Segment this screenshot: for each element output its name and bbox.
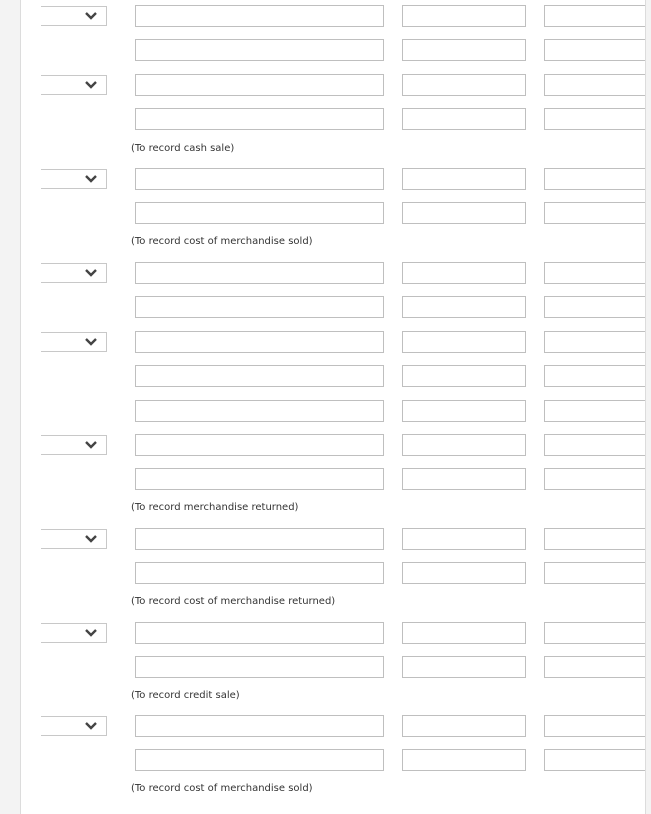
debit-amount-input[interactable] xyxy=(402,749,526,771)
journal-row xyxy=(21,108,645,130)
date-select[interactable] xyxy=(41,716,107,736)
credit-amount-input[interactable] xyxy=(544,39,646,61)
entry-explanation: (To record cost of merchandise sold) xyxy=(131,236,313,247)
credit-amount-input[interactable] xyxy=(544,262,646,284)
account-title-input[interactable] xyxy=(135,331,384,353)
date-select[interactable] xyxy=(41,623,107,643)
account-title-input[interactable] xyxy=(135,108,384,130)
account-title-input[interactable] xyxy=(135,168,384,190)
journal-row xyxy=(21,434,645,456)
date-select[interactable] xyxy=(41,6,107,26)
debit-amount-input[interactable] xyxy=(402,331,526,353)
credit-amount-input[interactable] xyxy=(544,74,646,96)
credit-amount-input[interactable] xyxy=(544,715,646,737)
credit-amount-input[interactable] xyxy=(544,5,646,27)
account-title-input[interactable] xyxy=(135,622,384,644)
debit-amount-input[interactable] xyxy=(402,365,526,387)
chevron-down-icon xyxy=(84,335,98,349)
account-title-input[interactable] xyxy=(135,202,384,224)
debit-amount-input[interactable] xyxy=(402,562,526,584)
debit-amount-input[interactable] xyxy=(402,39,526,61)
entry-explanation: (To record cost of merchandise returned) xyxy=(131,596,336,607)
account-title-input[interactable] xyxy=(135,562,384,584)
journal-row xyxy=(21,202,645,224)
debit-amount-input[interactable] xyxy=(402,74,526,96)
credit-amount-input[interactable] xyxy=(544,108,646,130)
journal-entry-panel xyxy=(20,0,646,814)
debit-amount-input[interactable] xyxy=(402,400,526,422)
account-title-input[interactable] xyxy=(135,400,384,422)
debit-amount-input[interactable] xyxy=(402,108,526,130)
account-title-input[interactable] xyxy=(135,749,384,771)
journal-row xyxy=(21,262,645,284)
debit-amount-input[interactable] xyxy=(402,202,526,224)
account-title-input[interactable] xyxy=(135,5,384,27)
entry-explanation: (To record merchandise returned) xyxy=(131,502,299,513)
chevron-down-icon xyxy=(84,532,98,546)
account-title-input[interactable] xyxy=(135,656,384,678)
journal-row xyxy=(21,5,645,27)
chevron-down-icon xyxy=(84,438,98,452)
credit-amount-input[interactable] xyxy=(544,528,646,550)
journal-row xyxy=(21,749,645,771)
debit-amount-input[interactable] xyxy=(402,622,526,644)
journal-row xyxy=(21,528,645,550)
debit-amount-input[interactable] xyxy=(402,656,526,678)
debit-amount-input[interactable] xyxy=(402,528,526,550)
chevron-down-icon xyxy=(84,172,98,186)
journal-row xyxy=(21,468,645,490)
journal-row xyxy=(21,39,645,61)
debit-amount-input[interactable] xyxy=(402,468,526,490)
debit-amount-input[interactable] xyxy=(402,5,526,27)
debit-amount-input[interactable] xyxy=(402,715,526,737)
credit-amount-input[interactable] xyxy=(544,468,646,490)
chevron-down-icon xyxy=(84,266,98,280)
entry-explanation: (To record cash sale) xyxy=(131,143,235,154)
credit-amount-input[interactable] xyxy=(544,622,646,644)
journal-row xyxy=(21,715,645,737)
debit-amount-input[interactable] xyxy=(402,168,526,190)
journal-row xyxy=(21,168,645,190)
credit-amount-input[interactable] xyxy=(544,400,646,422)
chevron-down-icon xyxy=(84,719,98,733)
credit-amount-input[interactable] xyxy=(544,296,646,318)
entry-explanation: (To record credit sale) xyxy=(131,690,240,701)
date-select[interactable] xyxy=(41,75,107,95)
date-select[interactable] xyxy=(41,169,107,189)
credit-amount-input[interactable] xyxy=(544,749,646,771)
credit-amount-input[interactable] xyxy=(544,434,646,456)
journal-row xyxy=(21,74,645,96)
entry-explanation: (To record cost of merchandise sold) xyxy=(131,783,313,794)
chevron-down-icon xyxy=(84,9,98,23)
date-select[interactable] xyxy=(41,263,107,283)
credit-amount-input[interactable] xyxy=(544,365,646,387)
date-select[interactable] xyxy=(41,435,107,455)
account-title-input[interactable] xyxy=(135,365,384,387)
journal-row xyxy=(21,365,645,387)
account-title-input[interactable] xyxy=(135,434,384,456)
journal-row xyxy=(21,296,645,318)
credit-amount-input[interactable] xyxy=(544,331,646,353)
account-title-input[interactable] xyxy=(135,715,384,737)
journal-row xyxy=(21,656,645,678)
account-title-input[interactable] xyxy=(135,468,384,490)
chevron-down-icon xyxy=(84,78,98,92)
debit-amount-input[interactable] xyxy=(402,434,526,456)
credit-amount-input[interactable] xyxy=(544,656,646,678)
credit-amount-input[interactable] xyxy=(544,168,646,190)
journal-row xyxy=(21,400,645,422)
account-title-input[interactable] xyxy=(135,74,384,96)
account-title-input[interactable] xyxy=(135,262,384,284)
journal-row xyxy=(21,562,645,584)
journal-row xyxy=(21,622,645,644)
account-title-input[interactable] xyxy=(135,296,384,318)
journal-row xyxy=(21,331,645,353)
date-select[interactable] xyxy=(41,529,107,549)
debit-amount-input[interactable] xyxy=(402,296,526,318)
account-title-input[interactable] xyxy=(135,39,384,61)
account-title-input[interactable] xyxy=(135,528,384,550)
credit-amount-input[interactable] xyxy=(544,562,646,584)
chevron-down-icon xyxy=(84,626,98,640)
debit-amount-input[interactable] xyxy=(402,262,526,284)
credit-amount-input[interactable] xyxy=(544,202,646,224)
date-select[interactable] xyxy=(41,332,107,352)
